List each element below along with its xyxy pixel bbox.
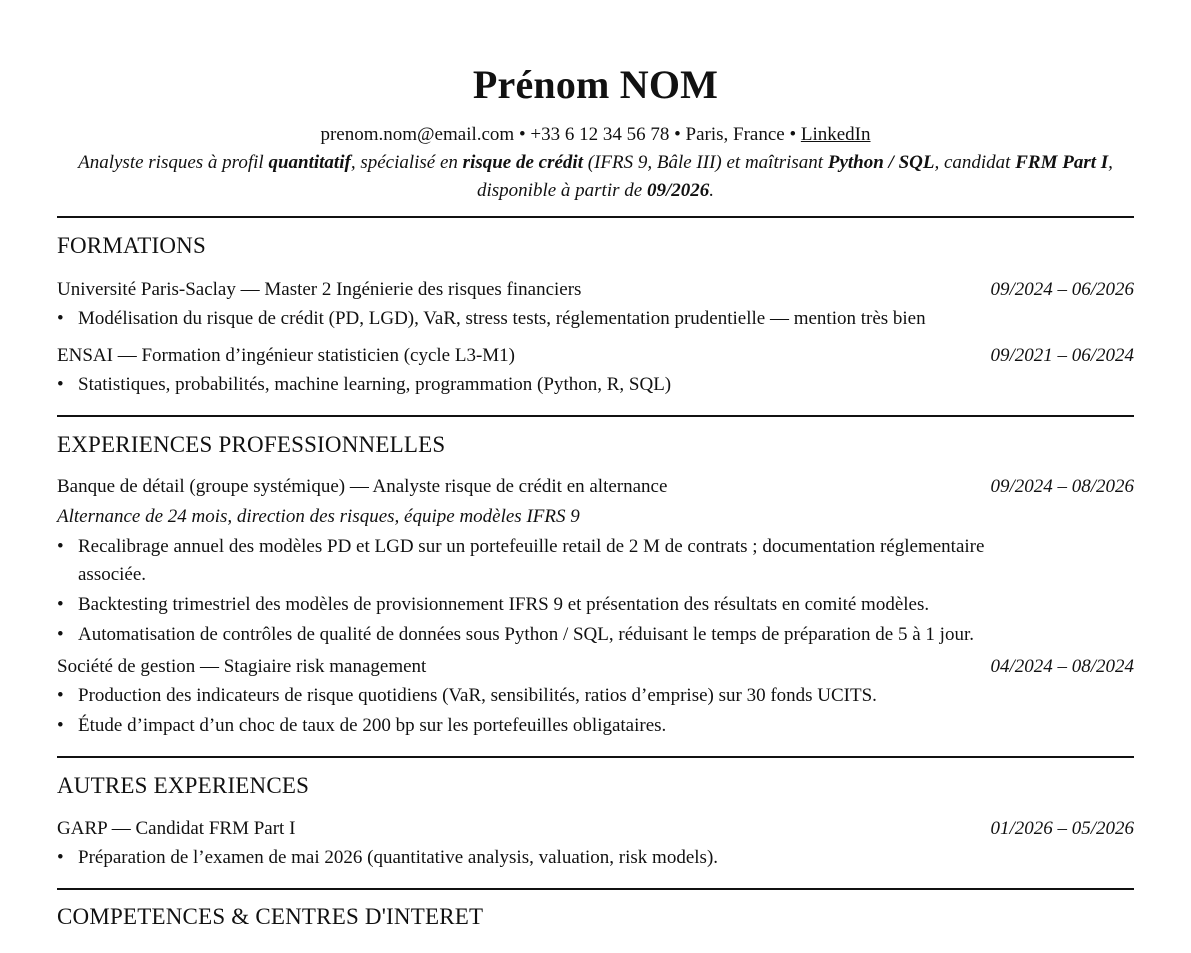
bullet-text: Préparation de l’examen de mai 2026 (quantitative analysis, valuation, risk models). [78,847,719,868]
entry-formation-2 [57,344,1134,399]
bullet-text: Automatisation de contrôles de qualité de données sous Python / SQL, réduisant le temps de préparation de 5 à 1 jour. [78,624,974,645]
bullet-item [57,621,1134,649]
bullet-dot: • [57,847,64,868]
section-divider [57,888,1134,890]
entry-subtitle: Alternance de 24 mois, direction des risques, équipe modèles IFRS 9 [57,506,580,527]
summary-keyword: 09/2026 [646,180,710,201]
section-divider [57,216,1134,218]
bullet-dot: • [57,308,64,329]
entry-organization: Université Paris-Saclay — Master 2 Ingénierie des risques financiers [57,279,582,300]
separator-dot: • [518,124,526,145]
entry-organization: ENSAI — Formation d’ingénieur statisticien (cycle L3-M1) [57,345,516,366]
candidate-name: Prénom NOM [472,62,719,107]
summary-text: (IFRS 9, Bâle III) et maîtrisant [583,152,828,173]
summary-keyword: risque de crédit [462,152,583,173]
bullet-text: Backtesting trimestriel des modèles de provisionnement IFRS 9 et présentation des résultats en comité modèles. [78,594,930,615]
summary-keyword: FRM Part I [1015,152,1109,173]
bullet-dot: • [57,594,64,615]
entry-autre-1 [57,817,1134,872]
bullet-text: Recalibrage annuel des modèles PD et LGD sur un portefeuille retail de 2 M de contrats ; documentation réglementaire associée. [78,536,985,585]
section-divider [57,415,1134,417]
separator-dot: • [674,124,681,145]
entry-date: 04/2024 – 08/2024 [990,656,1134,677]
phone-text: +33 6 12 34 56 78 [530,124,670,145]
bullet-item [57,371,1134,399]
summary-text: , disponible à partir de [477,152,1113,201]
profile-summary [57,149,1134,205]
bullet-item [57,844,1134,872]
contact-line [57,124,1134,146]
location-text: Paris, France [685,124,785,145]
bullet-dot: • [57,536,64,557]
cv-page [57,0,1134,931]
summary-keyword: quantitatif [268,152,351,173]
bullet-item [57,712,1134,740]
bullet-text: Étude d’impact d’un choc de taux de 200 bp sur les portefeuilles obligataires. [78,715,667,736]
linkedin-link[interactable]: LinkedIn [800,124,871,145]
bullet-item [57,591,1134,619]
section-title-experiences: EXPERIENCES PROFESSIONNELLES [57,432,446,457]
email-text: prenom.nom@email.com [320,124,515,145]
entry-date: 09/2021 – 06/2024 [990,345,1134,366]
entry-date: 09/2024 – 06/2026 [990,279,1134,300]
bullet-text: Modélisation du risque de crédit (PD, LGD), VaR, stress tests, réglementation prudentielle — mention très bien [78,308,926,329]
bullet-item [57,533,1134,589]
summary-keyword: Python / SQL [827,152,935,173]
section-divider [57,756,1134,758]
section-title-autres: AUTRES EXPERIENCES [57,773,310,798]
summary-text: Analyste risques à profil [78,152,269,173]
bullet-item [57,682,1134,710]
entry-formation-1 [57,278,1134,333]
entry-organization: Société de gestion — Stagiaire risk management [57,656,427,677]
bullet-dot: • [57,374,64,395]
bullet-dot: • [57,624,64,645]
entry-experience-2 [57,655,1134,740]
summary-text: . [709,180,714,201]
entry-date: 01/2026 – 05/2026 [990,818,1134,839]
section-title-formations: FORMATIONS [57,233,206,258]
bullet-dot: • [57,715,64,736]
entry-date: 09/2024 – 08/2026 [990,476,1134,497]
summary-text: , spécialisé en [350,152,463,173]
entry-organization: GARP — Candidat FRM Part I [57,818,296,839]
section-title-competences: COMPETENCES & CENTRES D'INTERET [57,904,484,929]
bullet-item [57,305,1134,333]
entry-organization: Banque de détail (groupe systémique) — Analyste risque de crédit en alternance [57,476,668,497]
summary-text: , candidat [934,152,1016,173]
separator-dot: • [789,124,797,145]
bullet-text: Production des indicateurs de risque quotidiens (VaR, sensibilités, ratios d’emprise) sur 30 fonds UCITS. [78,685,877,706]
entry-experience-1 [57,475,1134,649]
bullet-text: Statistiques, probabilités, machine learning, programmation (Python, R, SQL) [78,374,672,395]
bullet-dot: • [57,685,64,706]
